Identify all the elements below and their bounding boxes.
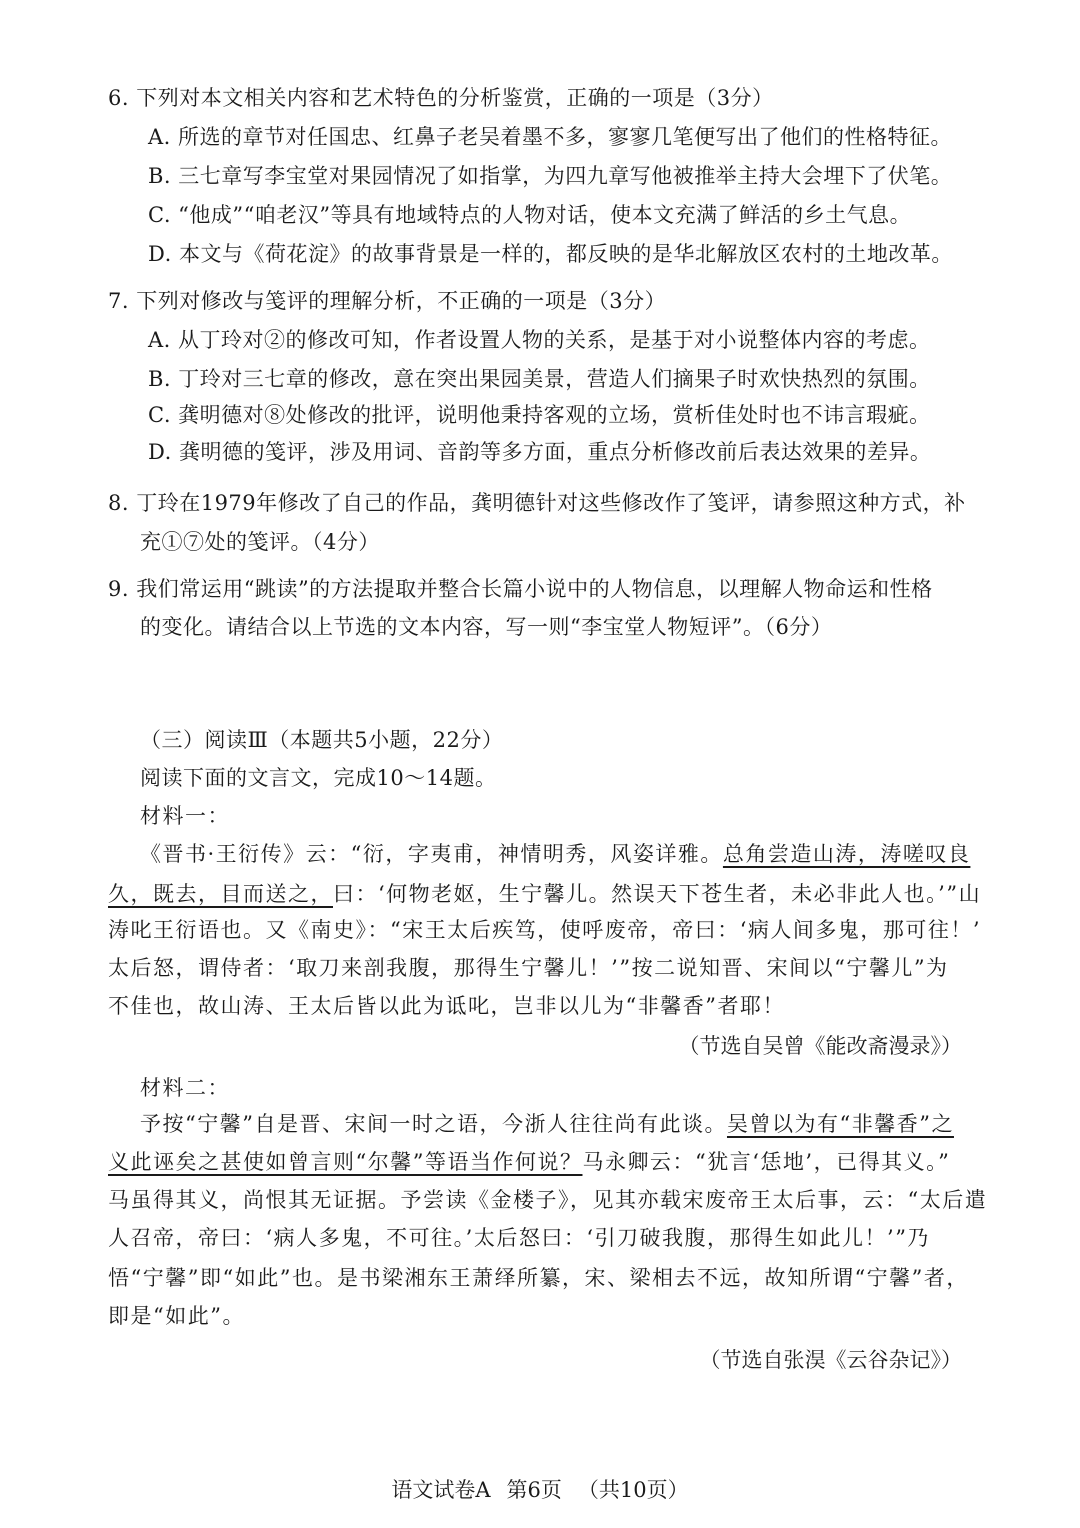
material1-line-2-text: 曰：‘何物老妪，生宁馨儿。然误天下苍生者，未必非此人也。’”山 [333,882,982,906]
material2-source: （节选自张淏《云谷杂记》） [699,1348,962,1372]
q6-option-b: B. 三七章写李宝堂对果园情况了如指掌，为四九章写他被推举主持大会埋下了伏笔。 [148,164,953,188]
q6-stem: 6. 下列对本文相关内容和艺术特色的分析鉴赏，正确的一项是（3分） [108,86,774,110]
q6-option-a: A. 所选的章节对任国忠、红鼻子老吴着墨不多，寥寥几笔便写出了他们的性格特征。 [148,125,953,149]
material2-underlined-1: 吴曾以为有“非馨香”之 [726,1112,954,1136]
q7-option-c: C. 龚明德对⑧处修改的批评，说明他秉持客观的立场，赏析佳处时也不讳言瑕疵。 [148,403,931,427]
q6-option-d: D. 本文与《荷花淀》的故事背景是一样的，都反映的是华北解放区农村的土地改革。 [148,242,953,266]
q7-stem: 7. 下列对修改与笺评的理解分析，不正确的一项是（3分） [108,289,667,313]
material2-line-6: 即是“如此”。 [108,1304,245,1328]
material1-line-4: 太后怒，谓侍者：‘取刀来剖我腹，那得生宁馨儿！’”按二说知晋、宋间以“宁馨儿”为 [108,956,949,980]
section3-title: （三）阅读Ⅲ（本题共5小题，22分） [140,728,504,752]
material2-underlined-2: 义此诬矣之甚使如曾言则“尔馨”等语当作何说？ [108,1150,583,1174]
material2-line-1-text: 予按“宁馨”自是晋、宋间一时之语，今浙人往往尚有此谈。 [140,1112,727,1136]
material2-line-5: 悟“宁馨”即“如此”也。是书梁湘东王萧绎所纂，宋、梁相去不远，故知所谓“宁馨”者， [108,1266,969,1290]
material1-line-2 [108,878,981,908]
footer-paper-name: 语文试卷A [391,1478,491,1502]
material1-underlined-1: 总角尝造山涛，涛嗟叹良 [722,842,971,866]
material2-line-4: 人召帝，帝曰：‘病人多鬼，不可往。’太后怒曰：‘引刀破我腹，那得生如此儿！’”乃 [108,1226,930,1250]
material1-label: 材料一： [140,804,230,828]
material2-line-1 [140,1108,954,1138]
q9-line-1: 9. 我们常运用“跳读”的方法提取并整合长篇小说中的人物信息，以理解人物命运和性格 [108,577,933,601]
material1-line-1-text: 《晋书·王衍传》云：“衍，字夷甫，神情明秀，风姿详雅。 [140,842,723,866]
q8-line-2: 充①⑦处的笺评。（4分） [140,530,380,554]
material2-line-2 [108,1146,950,1176]
section3-instruction: 阅读下面的文言文，完成10～14题。 [140,766,497,790]
footer-total-pages: （共10页） [577,1478,689,1502]
material2-line-2-text: 马永卿云：“犹言‘恁地’，已得其义。” [582,1150,951,1174]
material1-line-3: 涛叱王衍语也。又《南史》：“宋王太后疾笃，使呼废帝，帝曰：‘病人间多鬼，那可往！’ [108,918,982,942]
q7-option-a: A. 从丁玲对②的修改可知，作者设置人物的关系，是基于对小说整体内容的考虑。 [148,328,931,352]
material1-underlined-2: 久，既去，目而送之， [108,882,333,906]
material1-line-5: 不佳也，故山涛、王太后皆以此为诋叱，岂非以儿为“非馨香”者耶！ [108,994,785,1018]
material2-line-3: 马虽得其义，尚恨其无证据。予尝读《金楼子》，见其亦载宋废帝王太后事，云：“太后遣 [108,1188,988,1212]
page-footer [0,1474,1080,1504]
material1-line-1 [140,838,970,868]
q9-line-2: 的变化。请结合以上节选的文本内容，写一则“李宝堂人物短评”。（6分） [140,615,833,639]
q7-option-b: B. 丁玲对三七章的修改，意在突出果园美景，营造人们摘果子时欢快热烈的氛围。 [148,367,931,391]
material2-label: 材料二： [140,1076,230,1100]
q8-line-1: 8. 丁玲在1979年修改了自己的作品，龚明德针对这些修改作了笺评，请参照这种方式，补 [108,491,966,515]
footer-page-number: 第6页 [506,1478,562,1502]
q6-option-c: C. “他成”“咱老汉”等具有地域特点的人物对话，使本文充满了鲜活的乡土气息。 [148,203,912,227]
material1-source: （节选自吴曾《能改斋漫录》） [678,1034,962,1058]
q7-option-d: D. 龚明德的笺评，涉及用词、音韵等多方面，重点分析修改前后表达效果的差异。 [148,440,932,464]
